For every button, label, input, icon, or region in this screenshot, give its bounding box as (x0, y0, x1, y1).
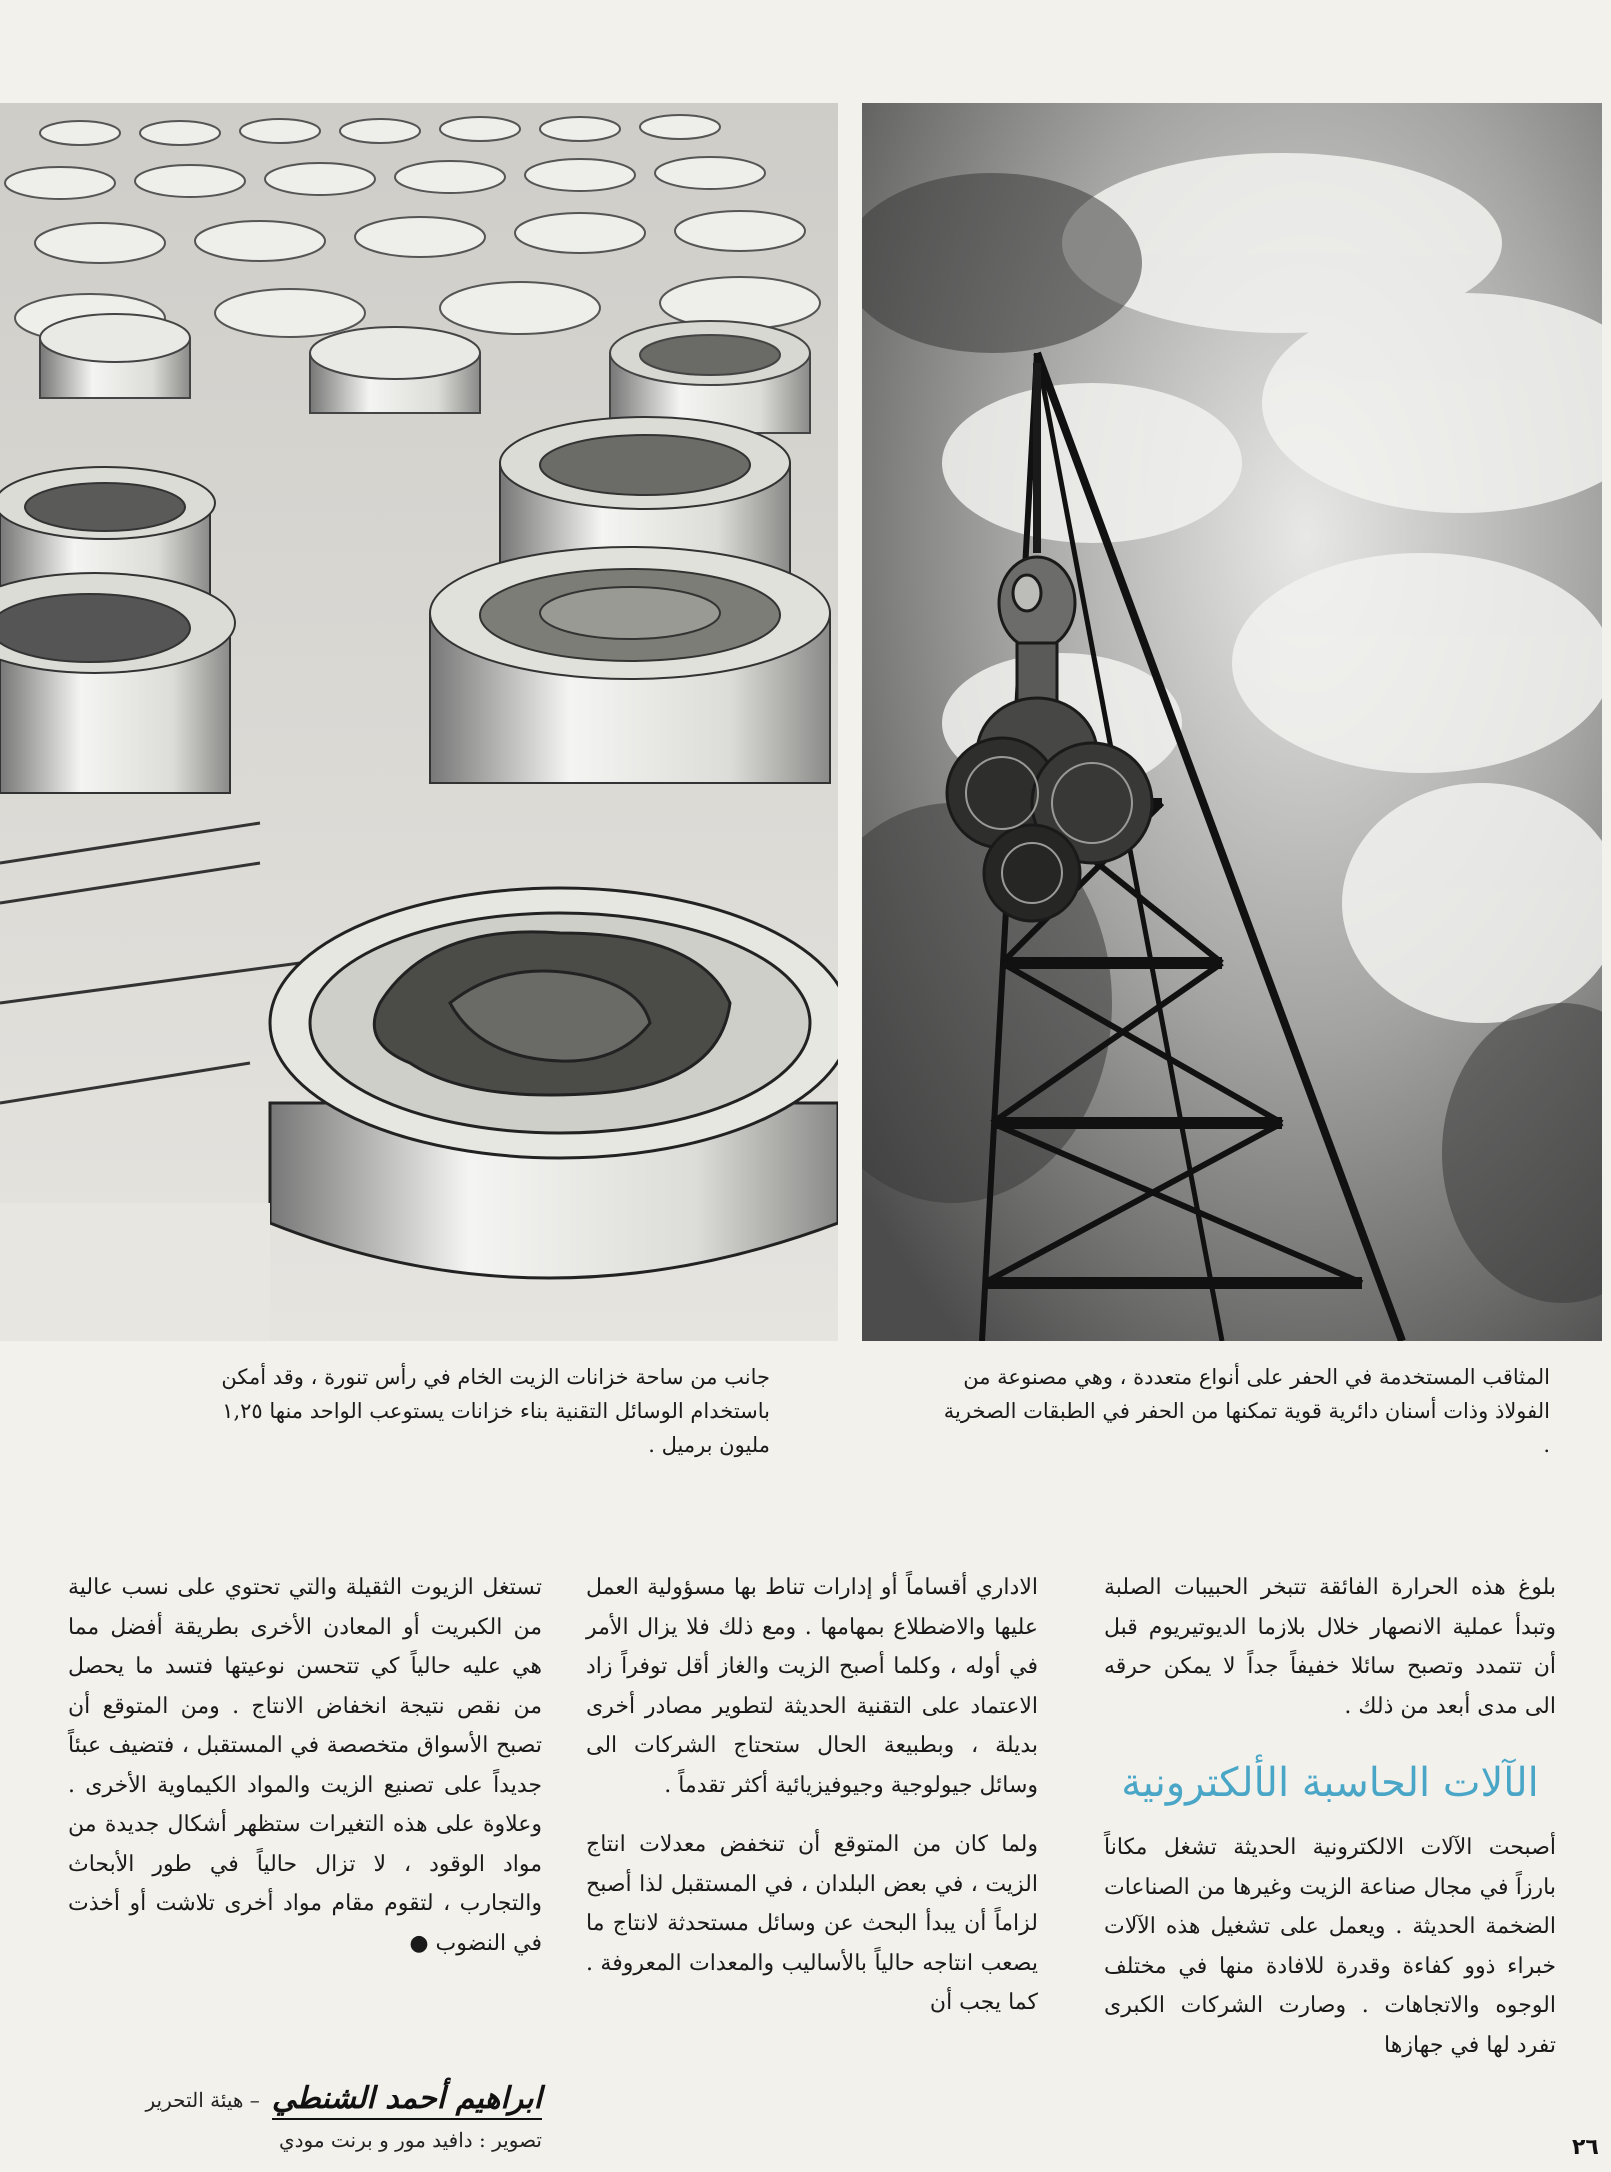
photo-credit: تصوير : دافيد مور و برنت مودي (278, 2128, 542, 2152)
drill-bit-derrick-image (862, 103, 1602, 1341)
oil-storage-tanks-photo (0, 103, 838, 1341)
page-number: ٢٦ (1572, 2135, 1599, 2160)
oil-storage-tanks-image (0, 103, 838, 1341)
paragraph: أصبحت الآلات الالكترونية الحديثة تشغل مكاناً بارزاً في مجال صناعة الزيت وغيرها من الصناعات الضخمة الحديثة . ويعمل على تشغيل هذه الآلات خبراء ذوو كفاءة وقدرة للافادة منها في مختلف الوجوه والاتجاهات . وصارت الشركات الكبرى تفرد لها في جهازها (1104, 1835, 1556, 2058)
paragraph: ولما كان من المتوقع أن تنخفض معدلات انتاج الزيت ، في بعض البلدان ، في المستقبل لذا أصبح لزاماً أن يبدأ البحث عن وسائل مستحدثة لانتاج ما يصعب انتاجه حالياً بالأساليب والمعدات المعروفة . كما يجب أن (586, 1832, 1038, 2015)
article-column-right (1104, 1568, 1556, 2065)
caption-drill-bits: المثاقب المستخدمة في الحفر على أنواع متعددة ، وهي مصنوعة من الفولاذ وذات أسنان دائرية قوية تمكنها من الحفر في الطبقات الصخرية . (943, 1365, 1550, 1457)
author-signature: ابراهيم أحمد الشنطي (272, 2081, 542, 2120)
author-role: – هيئة التحرير (145, 2088, 260, 2112)
paragraph: بلوغ هذه الحرارة الفائقة تتبخر الحبيبات الصلبة وتبدأ عملية الانصهار خلال بلازما الديوتيريوم قبل أن تتمدد وتصبح سائلا خفيفاً جداً لا يمكن حرقه الى مدى أبعد من ذلك . (1104, 1575, 1556, 1719)
paragraph: تستغل الزيوت الثقيلة والتي تحتوي على نسب عالية من الكبريت أو المعادن الأخرى بطريقة أفضل مما هي عليه حالياً كي تتحسن نوعيتها فتسد ما يحصل من نقص نتيجة انخفاض الانتاج . ومن المتوقع أن تصبح الأسواق متخصصة في المستقبل ، فتضيف عبئاً جديداً على تصنيع الزيت والمواد الكيماوية الأخرى . وعلاوة على هذه التغيرات ستظهر أشكال جديدة من مواد الوقود ، لا تزال حالياً في طور الأبحاث والتجارب ، لتقوم مقام مواد أخرى تلاشت أو أخذت في النضوب ● (68, 1575, 542, 1956)
paragraph: الاداري أقساماً أو إدارات تناط بها مسؤولية العمل عليها والاضطلاع بمهامها . ومع ذلك فلا يزال الأمر في أوله ، وكلما أصبح الزيت والغاز أقل توفراً زاد الاعتماد على التقنية الحديثة لتطوير مصادر أخرى بديلة ، وبطبيعة الحال ستحتاج الشركات الى وسائل جيولوجية وجيوفيزيائية أكثر تقدماً . (586, 1575, 1038, 1798)
section-heading-computers: الآلات الحاسبة الألكترونية (1121, 1760, 1539, 1806)
drill-bit-derrick-photo (862, 103, 1602, 1341)
article-column-left (68, 1568, 542, 1963)
article-column-middle (586, 1568, 1038, 2023)
author-byline (108, 2075, 542, 2125)
caption-oil-tanks: جانب من ساحة خزانات الزيت الخام في رأس تنورة ، وقد أمكن باستخدام الوسائل التقنية بناء خزانات يستوعب الواحد منها ١,٢٥ مليون برميل . (221, 1365, 770, 1457)
